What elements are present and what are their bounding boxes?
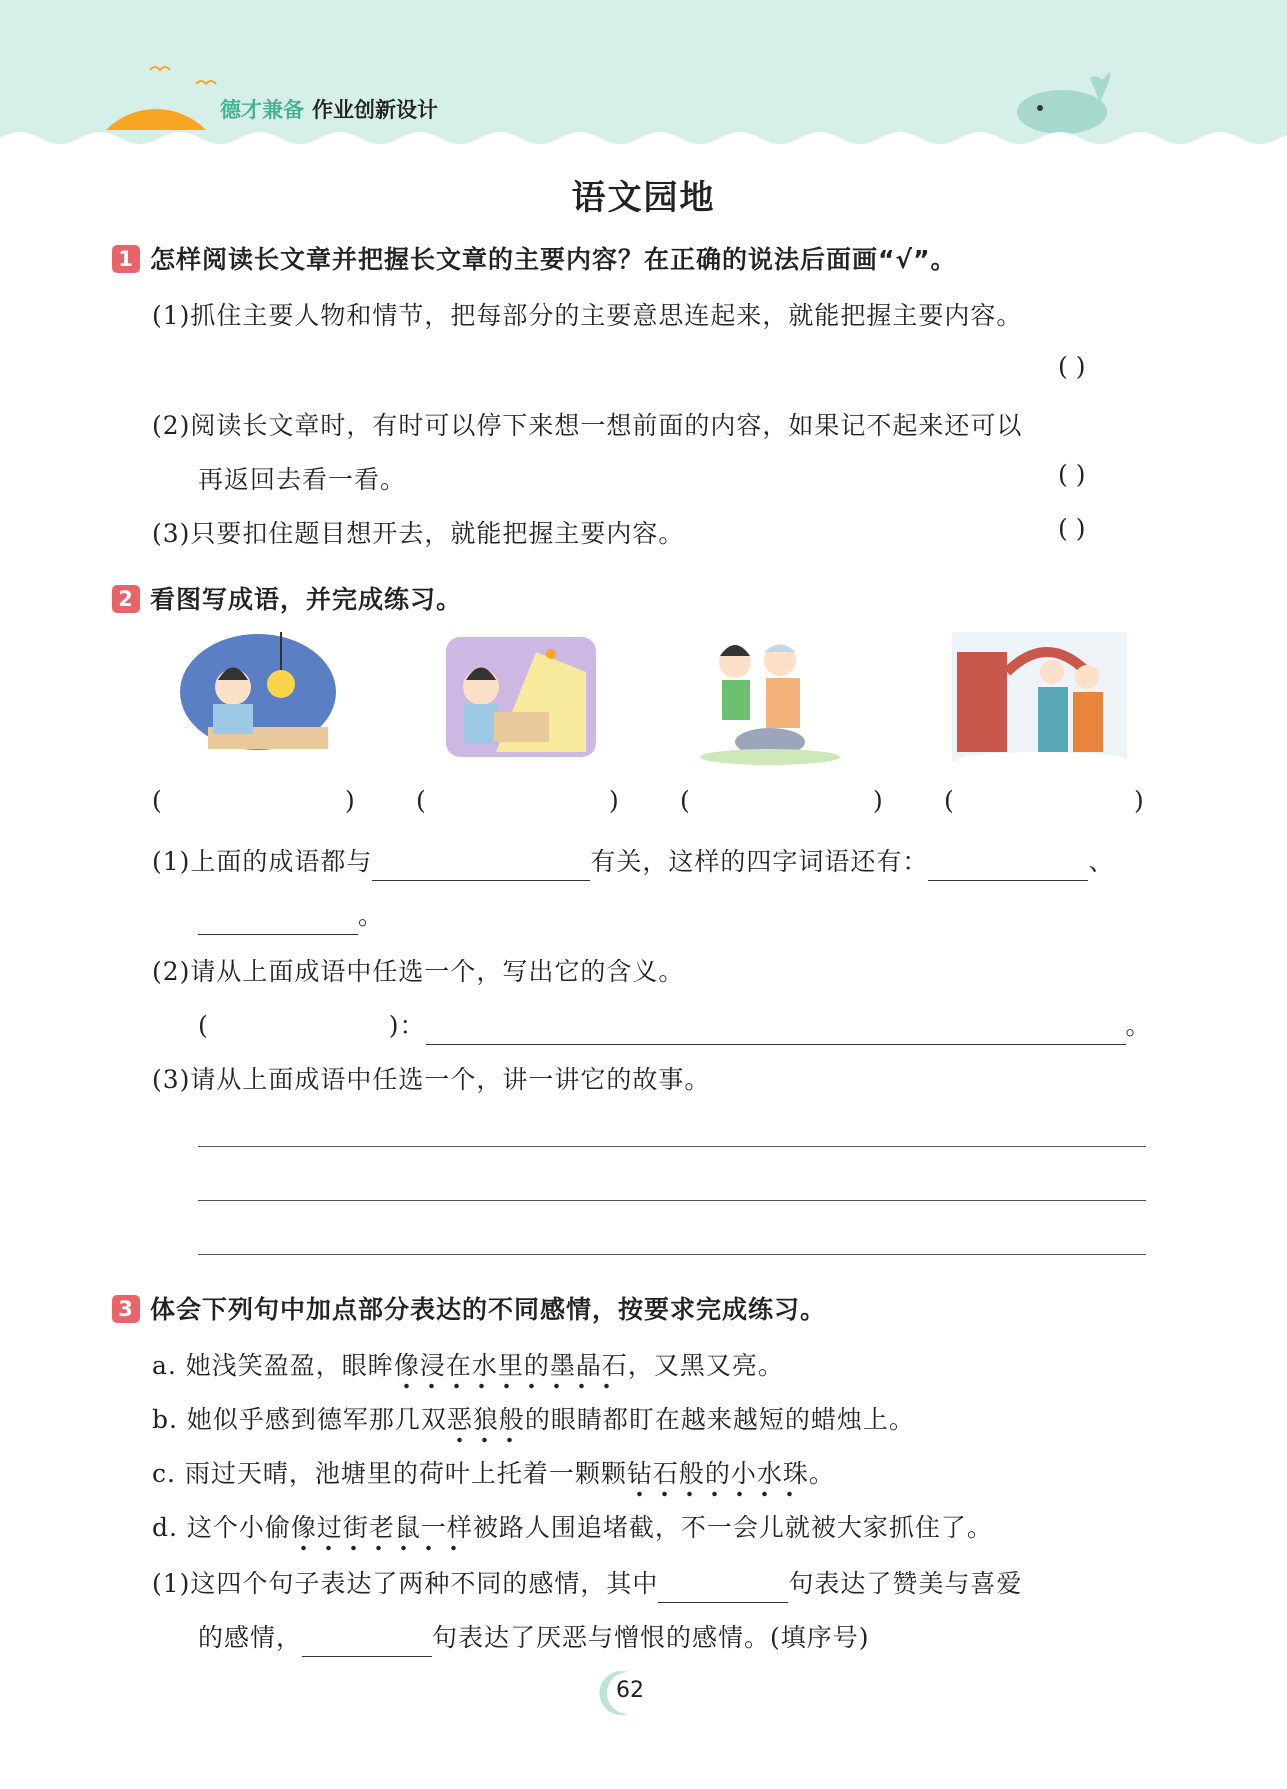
- question-text: 怎样阅读长文章并把握长文章的主要内容？在正确的说法后面画“√”。: [150, 245, 957, 274]
- dotted-phrase: 恶狼般: [447, 1405, 525, 1444]
- q2-s1-text-c: 、: [1088, 847, 1115, 876]
- pic-paren-open[interactable]: (: [416, 786, 426, 815]
- pic-paren-close: ): [345, 786, 355, 815]
- answer-blank[interactable]: [658, 1573, 788, 1603]
- answer-paren[interactable]: ( ): [1058, 514, 1086, 543]
- page-header: [0, 0, 1287, 150]
- header-decoration: [0, 0, 1287, 150]
- bird-icon: [150, 67, 170, 70]
- q3-sub-1: [152, 1564, 1022, 1603]
- answer-paren[interactable]: ( ): [1058, 460, 1086, 489]
- answer-blank[interactable]: [928, 851, 1088, 881]
- answer-blank[interactable]: [372, 851, 590, 881]
- whale-icon: [1017, 72, 1110, 134]
- sentence-d: [152, 1508, 993, 1544]
- sun-icon: [106, 109, 206, 130]
- q2-s1-text-a: (1)上面的成语都与: [152, 847, 373, 876]
- sentence-text: 的眼睛都盯在越来越短的蜡烛上。: [524, 1405, 915, 1434]
- question-number: 3: [112, 1295, 140, 1323]
- sentence-b: [152, 1400, 915, 1436]
- page-number: [598, 1668, 658, 1718]
- dotted-phrase: 像过街老鼠一样: [291, 1513, 473, 1552]
- q1-item-1: (1)抓住主要人物和情节，把每部分的主要意思连起来，就能把握主要内容。: [152, 301, 1023, 330]
- answer-line[interactable]: [198, 1254, 1146, 1255]
- pic-paren-open[interactable]: (: [680, 786, 690, 815]
- idiom-answer-space[interactable]: [209, 1011, 389, 1040]
- sentence-a: [152, 1346, 784, 1382]
- brand-label: [220, 94, 438, 124]
- idiom-picture-3: [700, 632, 875, 772]
- answer-blank[interactable]: [426, 1015, 1126, 1045]
- answer-blank[interactable]: [198, 905, 358, 935]
- question-2-heading: [112, 580, 462, 616]
- dotted-phrase: 像浸在水里的墨晶石: [394, 1351, 628, 1390]
- q2-sub-2-answer: [198, 1006, 1152, 1045]
- idiom-picture-4: [952, 632, 1127, 772]
- q2-s1-text-b: 有关，这样的四字词语还有：: [590, 847, 929, 876]
- q1-item-3: (3)只要扣住题目想开去，就能把握主要内容。: [152, 519, 685, 548]
- q2-sub-1: [152, 842, 1114, 881]
- pic-paren-close: ): [873, 786, 883, 815]
- q3-sub-1-cont: [198, 1618, 870, 1657]
- question-text: 看图写成语，并完成练习。: [150, 585, 463, 614]
- pic-paren-close: ): [609, 786, 619, 815]
- question-text: 体会下列句中加点部分表达的不同感情，按要求完成练习。: [150, 1295, 827, 1324]
- sentence-text: c. 雨过天晴，池塘里的荷叶上托着一颗颗: [152, 1459, 627, 1488]
- q3-s1-text-b: 句表达了赞美与喜爱: [788, 1569, 1023, 1598]
- q2-sub-3: (3)请从上面成语中任选一个，讲一讲它的故事。: [152, 1065, 711, 1094]
- page-number-text: 62: [616, 1678, 644, 1703]
- q3-s1-text-a: (1)这四个句子表达了两种不同的感情，其中: [152, 1569, 659, 1598]
- idiom-picture-2: [436, 632, 611, 772]
- question-3-heading: [112, 1290, 826, 1326]
- sentence-text: d. 这个小偷: [152, 1513, 291, 1542]
- sentence-text: ，又黑又亮。: [627, 1351, 784, 1380]
- pic-paren-close: ): [1134, 786, 1144, 815]
- q2-s2-paren-open: (: [198, 1011, 209, 1040]
- dotted-phrase: 钻石般的小水珠: [627, 1459, 809, 1498]
- pic-paren-open[interactable]: (: [152, 786, 162, 815]
- answer-blank[interactable]: [302, 1627, 432, 1657]
- answer-line[interactable]: [198, 1146, 1146, 1147]
- question-1-heading: [112, 240, 957, 276]
- question-number: 1: [112, 245, 140, 273]
- question-number: 2: [112, 585, 140, 613]
- idiom-picture-1: [168, 632, 343, 772]
- wave-decoration: [0, 132, 1287, 150]
- q2-s2-end: 。: [1125, 1011, 1152, 1040]
- sentence-text: 被路人围追堵截，不一会儿就被大家抓住了。: [472, 1513, 993, 1542]
- q3-s1-text-d: 句表达了厌恶与憎恨的感情。(填序号): [432, 1623, 870, 1652]
- page-title: 语文园地: [571, 178, 716, 218]
- sentence-text: b. 她似乎感到德军那几双: [152, 1405, 447, 1434]
- answer-paren[interactable]: ( ): [1058, 352, 1086, 381]
- q1-item-2-cont: 再返回去看一看。: [198, 465, 407, 494]
- sentence-c: [152, 1454, 835, 1490]
- sentence-text: 。: [808, 1459, 835, 1488]
- q2-sub-1-cont: [198, 896, 384, 935]
- q2-s1-text-d: 。: [358, 901, 385, 930]
- q2-sub-2: (2)请从上面成语中任选一个，写出它的含义。: [152, 957, 685, 986]
- bird-icon: [196, 81, 216, 84]
- answer-line[interactable]: [198, 1200, 1146, 1201]
- brand-black: 作业创新设计: [312, 98, 438, 122]
- brand-green: 德才兼备: [220, 98, 304, 122]
- q1-item-2: (2)阅读长文章时，有时可以停下来想一想前面的内容，如果记不起来还可以: [152, 411, 1023, 440]
- pic-paren-open[interactable]: (: [944, 786, 954, 815]
- q3-s1-text-c: 的感情，: [198, 1623, 303, 1652]
- q2-s2-paren-close: )：: [388, 1011, 426, 1040]
- sentence-text: a. 她浅笑盈盈，眼眸: [152, 1351, 394, 1380]
